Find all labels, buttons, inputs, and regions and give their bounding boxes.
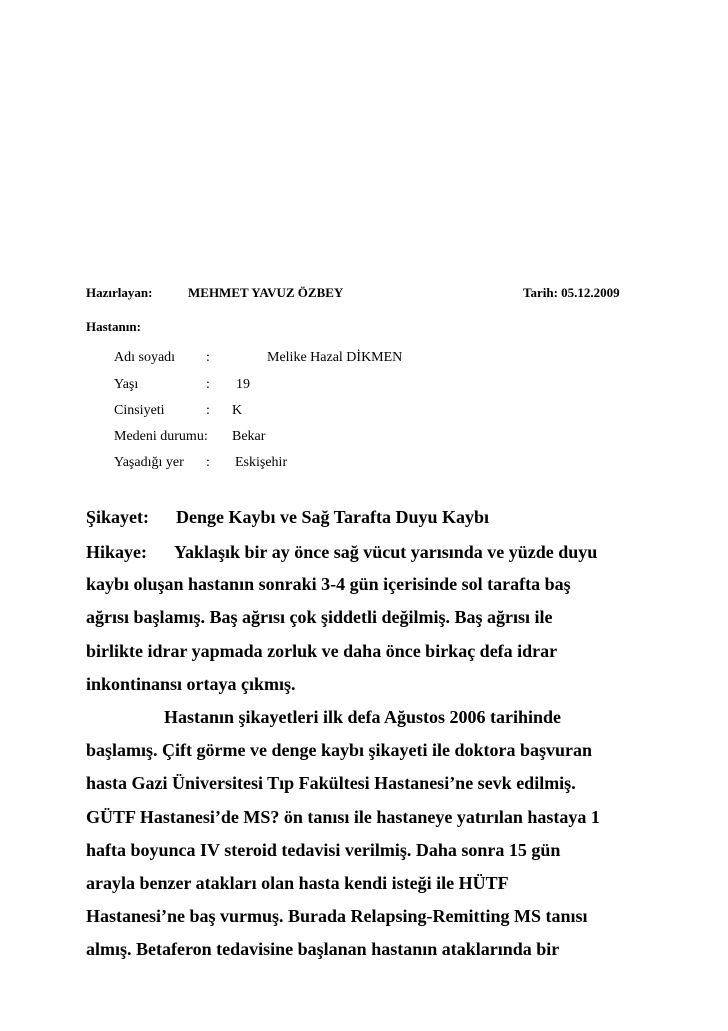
history-line: almış. Betaferon tedavisine başlanan hastanın ataklarında bir: [86, 939, 560, 959]
field-value-age: 19: [236, 377, 250, 392]
field-colon: :: [206, 377, 210, 392]
history-line: birlikte idrar yapmada zorluk ve daha önce birkaç defa idrar: [86, 641, 558, 661]
history-line: ağrısı başlamış. Baş ağrısı çok şiddetli değilmiş. Baş ağrısı ile: [86, 607, 553, 627]
history-line: hasta Gazi Üniversitesi Tıp Fakültesi Hastanesi’ne sevk edilmiş.: [86, 773, 576, 793]
field-colon: :: [206, 350, 210, 365]
history-line: GÜTF Hastanesi’de MS? ön tanısı ile hastaneye yatırılan hastaya 1: [86, 807, 600, 827]
history-line: arayla benzer atakları olan hasta kendi isteği ile HÜTF: [86, 873, 509, 893]
field-label-age: Yaşı: [114, 377, 139, 392]
field-value-name: Melike Hazal DİKMEN: [267, 350, 403, 365]
history-line: başlamış. Çift görme ve denge kaybı şikayeti ile doktora başvuran: [86, 740, 593, 760]
field-label-marital: Medeni durumu:: [114, 429, 208, 444]
complaint-label: Şikayet:: [86, 507, 149, 527]
field-colon: :: [206, 403, 210, 418]
field-value-sex: K: [232, 403, 243, 418]
history-line: Hastanesi’ne baş vurmuş. Burada Relapsing-Remitting MS tanısı: [86, 906, 588, 926]
patient-section-label: Hastanın:: [86, 319, 141, 334]
field-label-residence: Yaşadığı yer: [114, 455, 184, 470]
history-line: Hastanın şikayetleri ilk defa Ağustos 2006 tarihinde: [164, 707, 562, 727]
history-label: Hikaye:: [86, 542, 147, 562]
field-colon: :: [206, 455, 210, 470]
complaint-text: Denge Kaybı ve Sağ Tarafta Duyu Kaybı: [176, 507, 490, 527]
date-text: Tarih: 05.12.2009: [523, 285, 620, 300]
field-value-marital: Bekar: [232, 429, 266, 444]
history-line: hafta boyunca IV steroid tedavisi verilmiş. Daha sonra 15 gün: [86, 840, 561, 860]
field-label-name: Adı soyadı: [114, 350, 176, 365]
prepared-by-label: Hazırlayan:: [86, 285, 153, 300]
field-label-sex: Cinsiyeti: [114, 403, 165, 418]
prepared-by-name: MEHMET YAVUZ ÖZBEY: [188, 285, 344, 300]
history-line: kaybı oluşan hastanın sonraki 3-4 gün içerisinde sol tarafta baş: [86, 574, 571, 594]
history-line: inkontinansı ortaya çıkmış.: [86, 674, 296, 694]
field-value-residence: Eskişehir: [235, 455, 288, 470]
history-line: Yaklaşık bir ay önce sağ vücut yarısında ve yüzde duyu: [174, 542, 598, 562]
